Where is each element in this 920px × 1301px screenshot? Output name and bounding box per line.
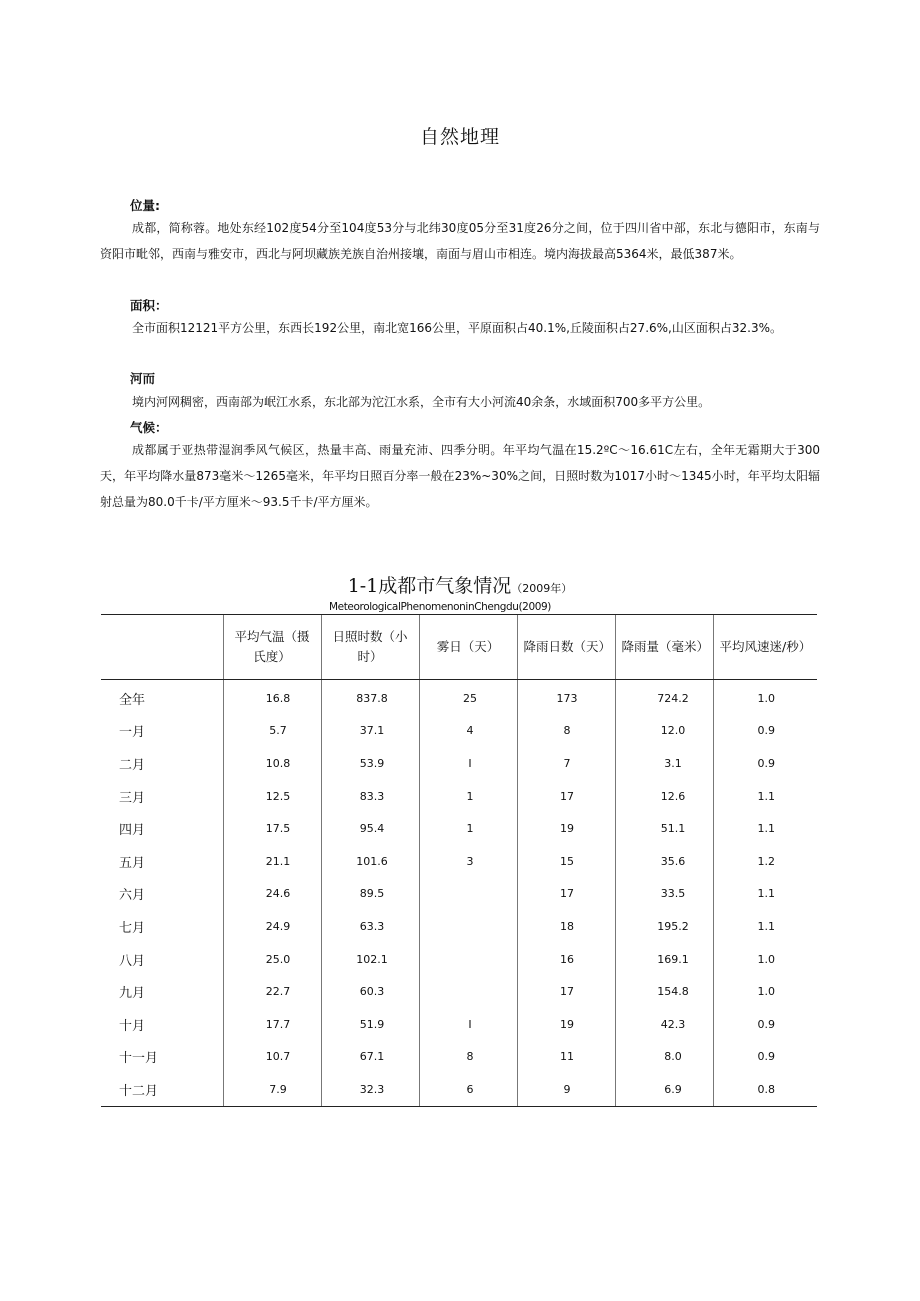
- table-cell: 19: [517, 1008, 615, 1041]
- table-subtitle-en: MeteorologicalPhenomenoninChengdu(2009): [329, 601, 551, 613]
- table-cell: 6: [419, 1073, 517, 1106]
- table-row: [101, 845, 817, 878]
- table-cell: 173: [517, 680, 615, 715]
- row-label: 八月: [119, 953, 146, 969]
- table-cell: 17.5: [223, 812, 321, 845]
- table-cell: 6.9: [615, 1073, 713, 1106]
- table-title-main: 1-1成都市气象情况: [347, 575, 512, 597]
- table-cell: 67.1: [321, 1041, 419, 1074]
- table-cell: 12.6: [615, 780, 713, 813]
- table-row: [101, 1041, 817, 1074]
- table-cell: 83.3: [321, 780, 419, 813]
- table-cell: [419, 878, 517, 911]
- row-label: 六月: [119, 888, 146, 904]
- row-label: 五月: [119, 855, 146, 871]
- row-label: 二月: [119, 757, 146, 773]
- section-body-location: 成都，简称蓉。地处东经102度54分至104度53分与北纬30度05分至31度26分之间，位于四川省中部，东北与德阳市，东南与资阳市毗邻，西南与雅安市，西北与阿坝藏族羌族自治州接壤，南面与眉山市相连。境内海拔最高5364米，最低387米。: [100, 221, 820, 261]
- table-row: [101, 780, 817, 813]
- table-row: [101, 1073, 817, 1106]
- table-row: [101, 878, 817, 911]
- table-cell: 33.5: [615, 878, 713, 911]
- row-label: 七月: [119, 920, 146, 936]
- table-cell: 95.4: [321, 812, 419, 845]
- table-cell: 3.1: [615, 747, 713, 780]
- table-cell: 22.7: [223, 975, 321, 1008]
- header-cell: 雾日（天）: [419, 615, 517, 680]
- table-cell: 17.7: [223, 1008, 321, 1041]
- section-heading-climate: 气候：: [130, 420, 168, 435]
- table-cell: 17: [517, 975, 615, 1008]
- row-label: 十二月: [101, 1073, 223, 1106]
- header-cell: 平均风速迷/秒）: [713, 615, 817, 680]
- table-cell: 25: [419, 680, 517, 715]
- table-cell: 51.9: [321, 1008, 419, 1041]
- header-cell: 日照时数（小时）: [321, 615, 419, 680]
- section-body-rivers: 境内河网稠密，西南部为岷江水系，东北部为沱江水系，全市有大小河流40余条，水域面积700多平方公里。: [132, 395, 711, 409]
- section-body-climate: 成都属于亚热带湿润季风气候区，热量丰高、雨量充沛、四季分明。年平均气温在15.2ºC～16.61C左右，全年无霜期大于300天，年平均降水量873毫米～1265毫米，年平均日照百分率一般在23%~30%之间，日照时数为1017小时～1345小时，年平均太阳辐射总量为80.0千卡/平方厘米～93.5千卡/平方厘米。: [100, 443, 820, 509]
- table-row: [101, 747, 817, 780]
- table-cell: 4: [419, 715, 517, 748]
- table-cell: 37.1: [321, 715, 419, 748]
- table-cell: 16: [517, 943, 615, 976]
- table-row: [101, 680, 817, 715]
- page-title: 自然地理: [419, 126, 500, 148]
- table-cell: [419, 910, 517, 943]
- table-cell: I: [419, 747, 517, 780]
- table-cell: 1.1: [713, 812, 817, 845]
- row-label: 四月: [119, 823, 146, 839]
- weather-table: [101, 614, 817, 1107]
- table-cell: 0.9: [713, 1008, 817, 1041]
- table-cell: 101.6: [321, 845, 419, 878]
- table-cell: 0.9: [713, 715, 817, 748]
- table-cell: 8: [419, 1041, 517, 1074]
- table-cell: 7.9: [223, 1073, 321, 1106]
- table-cell: 1.1: [713, 780, 817, 813]
- section-body-area: 全市面积12121平方公里，东西长192公里，南北宽166公里，平原面积占40.1%,丘陵面积占27.6%,山区面积占32.3%。: [132, 321, 782, 335]
- table-cell: 1: [419, 812, 517, 845]
- table-cell: 19: [517, 812, 615, 845]
- table-cell: 89.5: [321, 878, 419, 911]
- table-cell: 195.2: [615, 910, 713, 943]
- table-cell: 60.3: [321, 975, 419, 1008]
- table-cell: 1.1: [713, 910, 817, 943]
- table-header-row: [101, 615, 817, 680]
- table-cell: 15: [517, 845, 615, 878]
- table-cell: 8: [517, 715, 615, 748]
- table-cell: 24.6: [223, 878, 321, 911]
- row-label: 三月: [119, 790, 146, 806]
- table-cell: 51.1: [615, 812, 713, 845]
- table-cell: 3: [419, 845, 517, 878]
- table-cell: 0.8: [713, 1073, 817, 1106]
- table-cell: 12.5: [223, 780, 321, 813]
- table-cell: 0.9: [713, 747, 817, 780]
- table-cell: 25.0: [223, 943, 321, 976]
- table-cell: 11: [517, 1041, 615, 1074]
- table-cell: 0.9: [713, 1041, 817, 1074]
- header-cell: 平均气温（摄氏度）: [223, 615, 321, 680]
- table-cell: 24.9: [223, 910, 321, 943]
- table-title: [0, 571, 920, 598]
- table-row: [101, 812, 817, 845]
- row-label: 一月: [119, 725, 146, 741]
- table-cell: 169.1: [615, 943, 713, 976]
- header-cell: 降雨量（毫米）: [615, 615, 713, 680]
- table-cell: 12.0: [615, 715, 713, 748]
- table-row: [101, 975, 817, 1008]
- table-cell: 18: [517, 910, 615, 943]
- table-cell: 8.0: [615, 1041, 713, 1074]
- table-cell: 32.3: [321, 1073, 419, 1106]
- table-cell: 42.3: [615, 1008, 713, 1041]
- section-heading-location: 位量:: [130, 198, 160, 213]
- header-cell: [101, 615, 223, 680]
- section-heading-area: 面积：: [130, 298, 168, 313]
- table-cell: 53.9: [321, 747, 419, 780]
- table-cell: 16.8: [223, 680, 321, 715]
- table-row: [101, 943, 817, 976]
- row-label: 十月: [119, 1018, 146, 1034]
- row-label: 十一月: [119, 1051, 159, 1067]
- table-cell: [419, 975, 517, 1008]
- row-label: 全年: [119, 692, 146, 708]
- table-cell: 35.6: [615, 845, 713, 878]
- table-cell: 1.0: [713, 975, 817, 1008]
- table-cell: 17: [517, 780, 615, 813]
- header-cell: 降雨日数（天）: [517, 615, 615, 680]
- table-cell: 102.1: [321, 943, 419, 976]
- table-cell: 9: [517, 1073, 615, 1106]
- table-cell: 724.2: [615, 680, 713, 715]
- table-row: [101, 715, 817, 748]
- table-cell: 63.3: [321, 910, 419, 943]
- table-row: [101, 1008, 817, 1041]
- table-cell: 1.1: [713, 878, 817, 911]
- table-cell: I: [419, 1008, 517, 1041]
- table-row: [101, 910, 817, 943]
- table-cell: 837.8: [321, 680, 419, 715]
- table-cell: 154.8: [615, 975, 713, 1008]
- table-cell: 1.0: [713, 680, 817, 715]
- table-cell: 5.7: [223, 715, 321, 748]
- table-cell: 21.1: [223, 845, 321, 878]
- table-cell: 10.7: [223, 1041, 321, 1074]
- table-cell: 7: [517, 747, 615, 780]
- table-cell: 10.8: [223, 747, 321, 780]
- table-title-year: （2009年）: [511, 582, 573, 595]
- table-cell: 1.0: [713, 943, 817, 976]
- table-cell: [419, 943, 517, 976]
- row-label: 九月: [119, 986, 146, 1002]
- table-cell: 1.2: [713, 845, 817, 878]
- table-cell: 1: [419, 780, 517, 813]
- table-cell: 17: [517, 878, 615, 911]
- section-heading-rivers: 河而: [130, 371, 156, 386]
